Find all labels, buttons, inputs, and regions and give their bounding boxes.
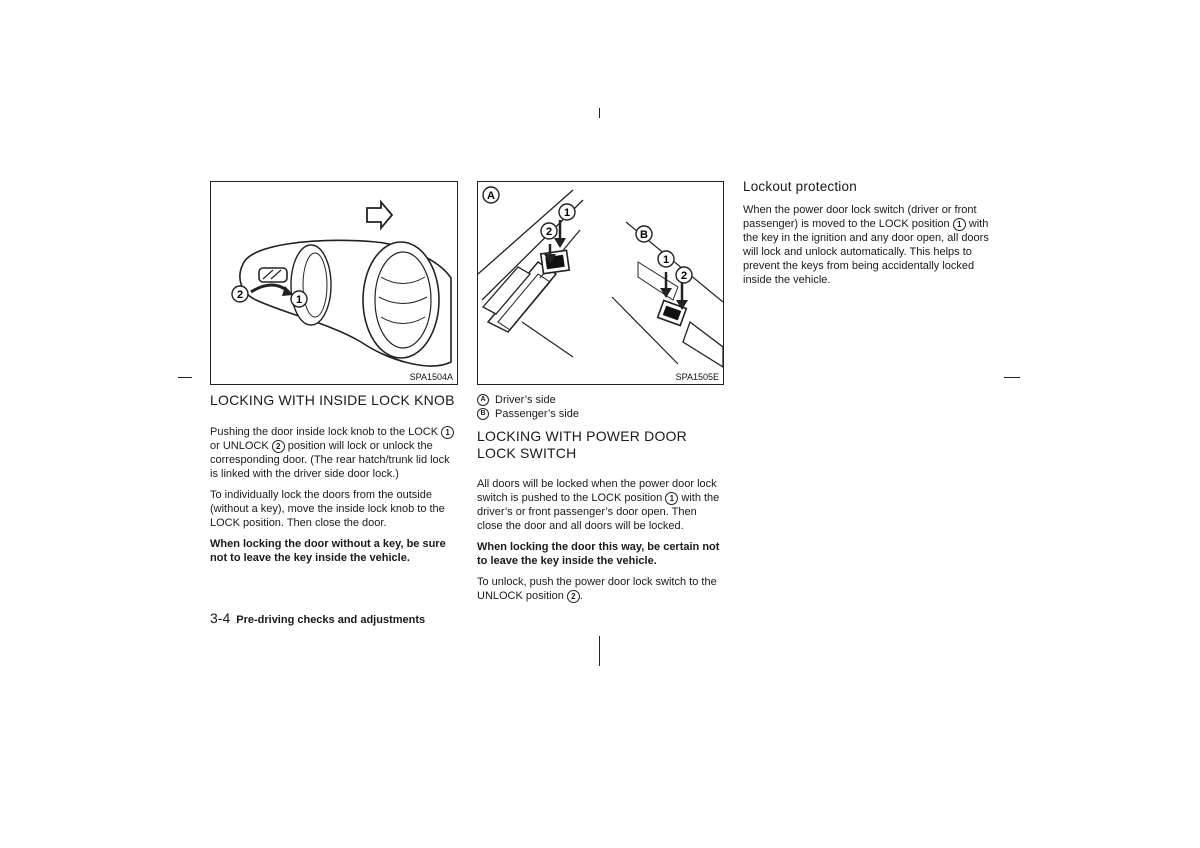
callout-a1 xyxy=(559,204,575,220)
figure-code: SPA1505E xyxy=(675,372,719,382)
paragraph xyxy=(210,425,457,481)
label-A xyxy=(483,187,499,203)
section-heading: LOCKING WITH INSIDE LOCK KNOB xyxy=(210,392,455,408)
crop-mark-top xyxy=(599,108,600,118)
page-footer xyxy=(210,610,425,626)
legend-text: Driver’s side xyxy=(495,394,556,406)
callout-a2 xyxy=(541,223,557,239)
column-inside-lock-knob xyxy=(210,392,457,565)
text: . xyxy=(579,590,583,602)
callout-marker: 2 xyxy=(272,440,285,453)
crop-mark-bottom xyxy=(599,636,600,666)
chapter-title: Pre-driving checks and adjustments xyxy=(236,614,426,626)
callout-1 xyxy=(291,291,307,307)
callout-marker: 2 xyxy=(567,590,580,603)
legend-marker: B xyxy=(477,408,489,420)
paragraph xyxy=(477,575,724,603)
svg-text:1: 1 xyxy=(295,294,303,306)
legend-item xyxy=(477,407,724,421)
column-lockout-protection xyxy=(743,178,990,287)
figure-code: SPA1504A xyxy=(409,372,453,382)
column-power-door-lock xyxy=(477,393,724,603)
paragraph xyxy=(743,203,990,287)
warning-paragraph: When locking the door this way, be certain not to leave the key inside the vehicle. xyxy=(477,541,720,567)
figure-power-door-lock-switch xyxy=(477,181,724,385)
callout-marker: 1 xyxy=(665,492,678,505)
section-heading: LOCKING WITH POWER DOOR LOCK SWITCH xyxy=(477,428,687,461)
section-heading: Lockout protection xyxy=(743,179,857,194)
paragraph: To individually lock the doors from the outside (without a key), move the inside lock knob to the LOCK position. Then close the door. xyxy=(210,489,445,529)
text: or UNLOCK xyxy=(210,440,272,452)
crop-mark-left xyxy=(178,377,192,378)
figure-inside-lock-knob xyxy=(210,181,458,385)
text: All doors will be locked when the power door lock switch is pushed to the LOCK position xyxy=(477,478,717,504)
text: Pushing the door inside lock knob to the LOCK xyxy=(210,426,442,438)
svg-text:B: B xyxy=(640,229,648,241)
legend-item xyxy=(477,393,724,407)
text: position will lock or unlock the corresponding door. (The rear hatch/trunk lid lock is linked with the driver side door lock.) xyxy=(210,440,450,480)
text: with the driver’s or front passenger’s door open. Then close the door and all doors will be locked. xyxy=(477,492,720,532)
page-number: 3-4 xyxy=(210,610,231,626)
legend-text: Passenger’s side xyxy=(495,408,579,420)
callout-2 xyxy=(232,286,248,302)
label-B xyxy=(636,226,652,242)
text: with the key in the ignition and any door open, all doors will lock and unlock automatically. This helps to prevent the keys from being accidentally locked inside the vehicle. xyxy=(743,218,989,286)
crop-mark-right xyxy=(1004,377,1020,378)
callout-marker: 1 xyxy=(953,218,966,231)
text: When the power door lock switch (driver or front passenger) is moved to the LOCK position xyxy=(743,204,977,230)
svg-text:1: 1 xyxy=(563,207,571,219)
callout-marker: 1 xyxy=(441,426,454,439)
paragraph xyxy=(477,477,724,533)
lock-knob-illustration xyxy=(211,182,457,384)
svg-text:2: 2 xyxy=(545,226,553,238)
power-lock-switch-illustration xyxy=(478,182,723,384)
svg-text:2: 2 xyxy=(680,270,688,282)
callout-b1 xyxy=(658,251,674,267)
legend-marker: A xyxy=(477,394,489,406)
text: To unlock, push the power door lock switch to the UNLOCK position xyxy=(477,576,717,602)
svg-text:2: 2 xyxy=(236,289,244,301)
svg-text:A: A xyxy=(487,190,495,202)
warning-paragraph: When locking the door without a key, be sure not to leave the key inside the vehicle. xyxy=(210,538,446,564)
callout-b2 xyxy=(676,267,692,283)
svg-text:1: 1 xyxy=(662,254,670,266)
